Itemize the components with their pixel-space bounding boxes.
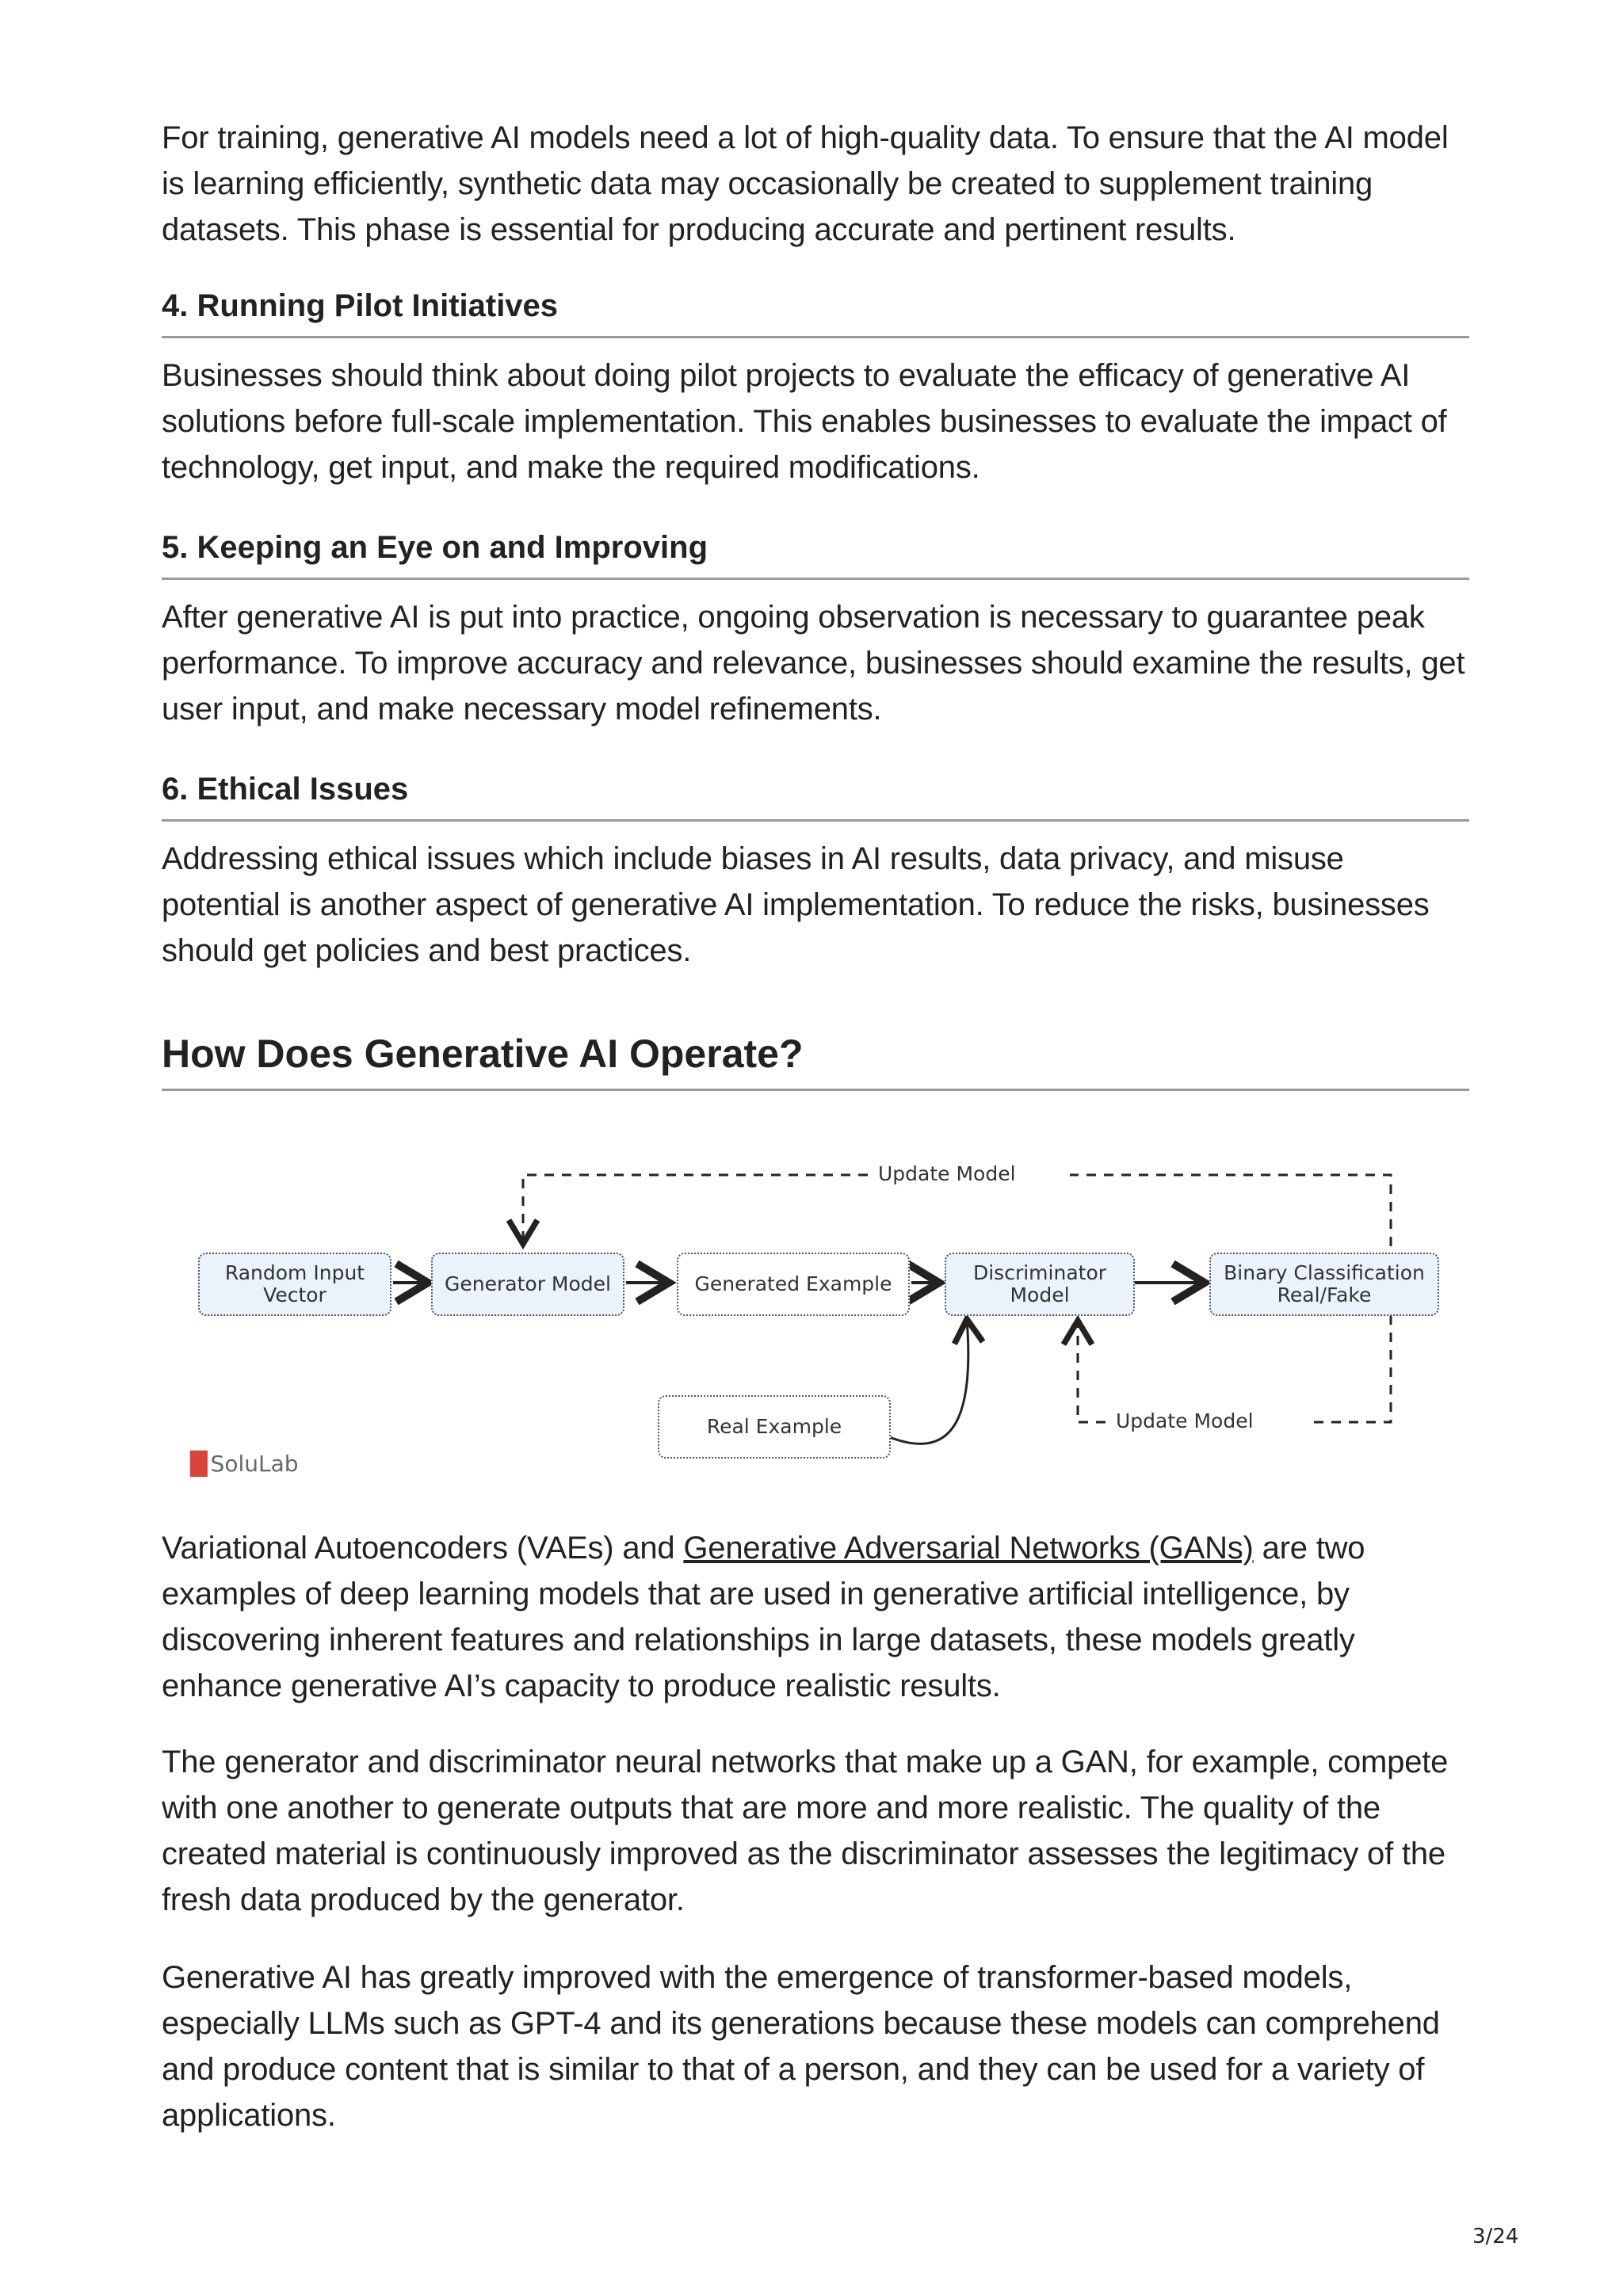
intro-paragraph: For training, generative AI models need a lot of high-quality data. To ensure that the AI model is learning efficiently, synthetic data may occasionally be created to supplement training datasets. This phase is essential for producing accurate and pertinent results. [162, 120, 1449, 247]
logo-text: SoluLab [210, 1451, 299, 1477]
section-heading: 5. Keeping an Eye on and Improving [162, 530, 708, 565]
section-heading: 6. Ethical Issues [162, 772, 409, 807]
text-segment: are two examples of deep learning models that are used in generative artificial intelligence, by discovering inherent features and relationships in large datasets, these models greatly enhance generative AI’s capacity to produce realistic results. [162, 1531, 1365, 1703]
node-real-example: Real Example [658, 1395, 891, 1459]
paragraph-vaes-gans [162, 1525, 1469, 1709]
divider [162, 819, 1469, 822]
section-pilot [162, 287, 1469, 490]
node-discriminator-model: Discriminator Model [945, 1253, 1135, 1316]
divider [162, 1089, 1469, 1091]
node-generator-model: Generator Model [431, 1253, 624, 1316]
gans-link[interactable]: Generative Adversarial Networks (GANs) [683, 1531, 1254, 1566]
update-model-label-bottom: Update Model [1109, 1409, 1260, 1432]
section-body: Businesses should think about doing pilot projects to evaluate the efficacy of generative AI solutions before full-scale implementation. This enables businesses to evaluate the impact of technology, get input, and make the required modifications. [162, 358, 1447, 485]
section-body: After generative AI is put into practice, ongoing observation is necessary to guarantee peak performance. To improve accuracy and relevance, businesses should examine the results, get user input, and make necessary model refinements. [162, 600, 1465, 727]
node-binary-classification: Binary Classification Real/Fake [1209, 1253, 1439, 1316]
paragraph-gan-explanation: The generator and discriminator neural networks that make up a GAN, for example, compete with one another to generate outputs that are more and more realistic. The quality of the created material is continuously improved as the discriminator assesses the legitimacy of the fresh data produced by the generator. [162, 1745, 1449, 1917]
text-segment: Variational Autoencoders (VAEs) and [162, 1531, 684, 1566]
gan-diagram [190, 1153, 1458, 1486]
update-model-label-top: Update Model [872, 1162, 1022, 1185]
page-number: 3/24 [1472, 2225, 1519, 2248]
section-heading: 4. Running Pilot Initiatives [162, 288, 559, 323]
solulab-logo-icon: █ [190, 1451, 208, 1477]
paragraph-transformers: Generative AI has greatly improved with the emergence of transformer-based models, especially LLMs such as GPT-4 and its generations because these models can comprehend and produce content that is similar to that of a person, and they can be used for a variety of applications. [162, 1960, 1440, 2133]
node-generated-example: Generated Example [677, 1253, 910, 1316]
section-monitoring [162, 528, 1469, 732]
node-random-input-vector: Random Input Vector [198, 1253, 391, 1316]
main-heading: How Does Generative AI Operate? [162, 1032, 804, 1076]
section-body: Addressing ethical issues which include biases in AI results, data privacy, and misuse potential is another aspect of generative AI implementation. To reduce the risks, businesses should get policies and best practices. [162, 841, 1430, 968]
divider [162, 336, 1469, 338]
section-ethical [162, 770, 1469, 974]
divider [162, 578, 1469, 580]
main-section [162, 1030, 1469, 1091]
solulab-logo [190, 1451, 299, 1477]
